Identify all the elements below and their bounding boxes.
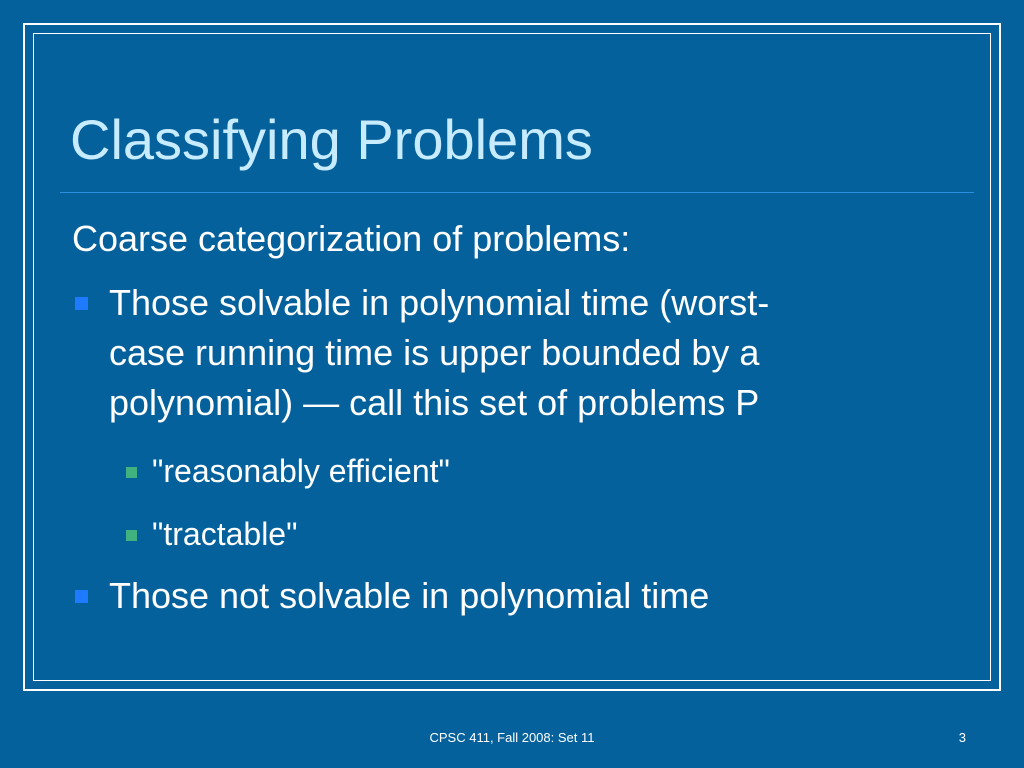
footer-page-number: 3 (958, 730, 966, 745)
bullet-square-icon (75, 297, 88, 310)
slide-title: Classifying Problems (70, 108, 593, 171)
sub-bullet-1-text: "reasonably efficient" (152, 453, 450, 489)
sub-bullet-square-icon (126, 530, 137, 541)
sub-bullet-2-text: "tractable" (152, 516, 298, 552)
footer-course-label: CPSC 411, Fall 2008: Set 11 (429, 730, 595, 745)
bullet-1-line-1: Those solvable in polynomial time (worst- (109, 282, 770, 323)
intro-text: Coarse categorization of problems: (72, 218, 631, 259)
bullet-1-line-2: case running time is upper bounded by a (109, 332, 760, 373)
title-divider (60, 192, 974, 193)
bullet-2-line-1: Those not solvable in polynomial time (109, 575, 710, 616)
bullet-2-text (109, 571, 709, 621)
bullet-square-icon (75, 590, 88, 603)
sub-bullet-square-icon (126, 467, 137, 478)
bullet-1-line-3: polynomial) — call this set of problems P (109, 382, 760, 423)
bullet-1-text (109, 278, 769, 428)
